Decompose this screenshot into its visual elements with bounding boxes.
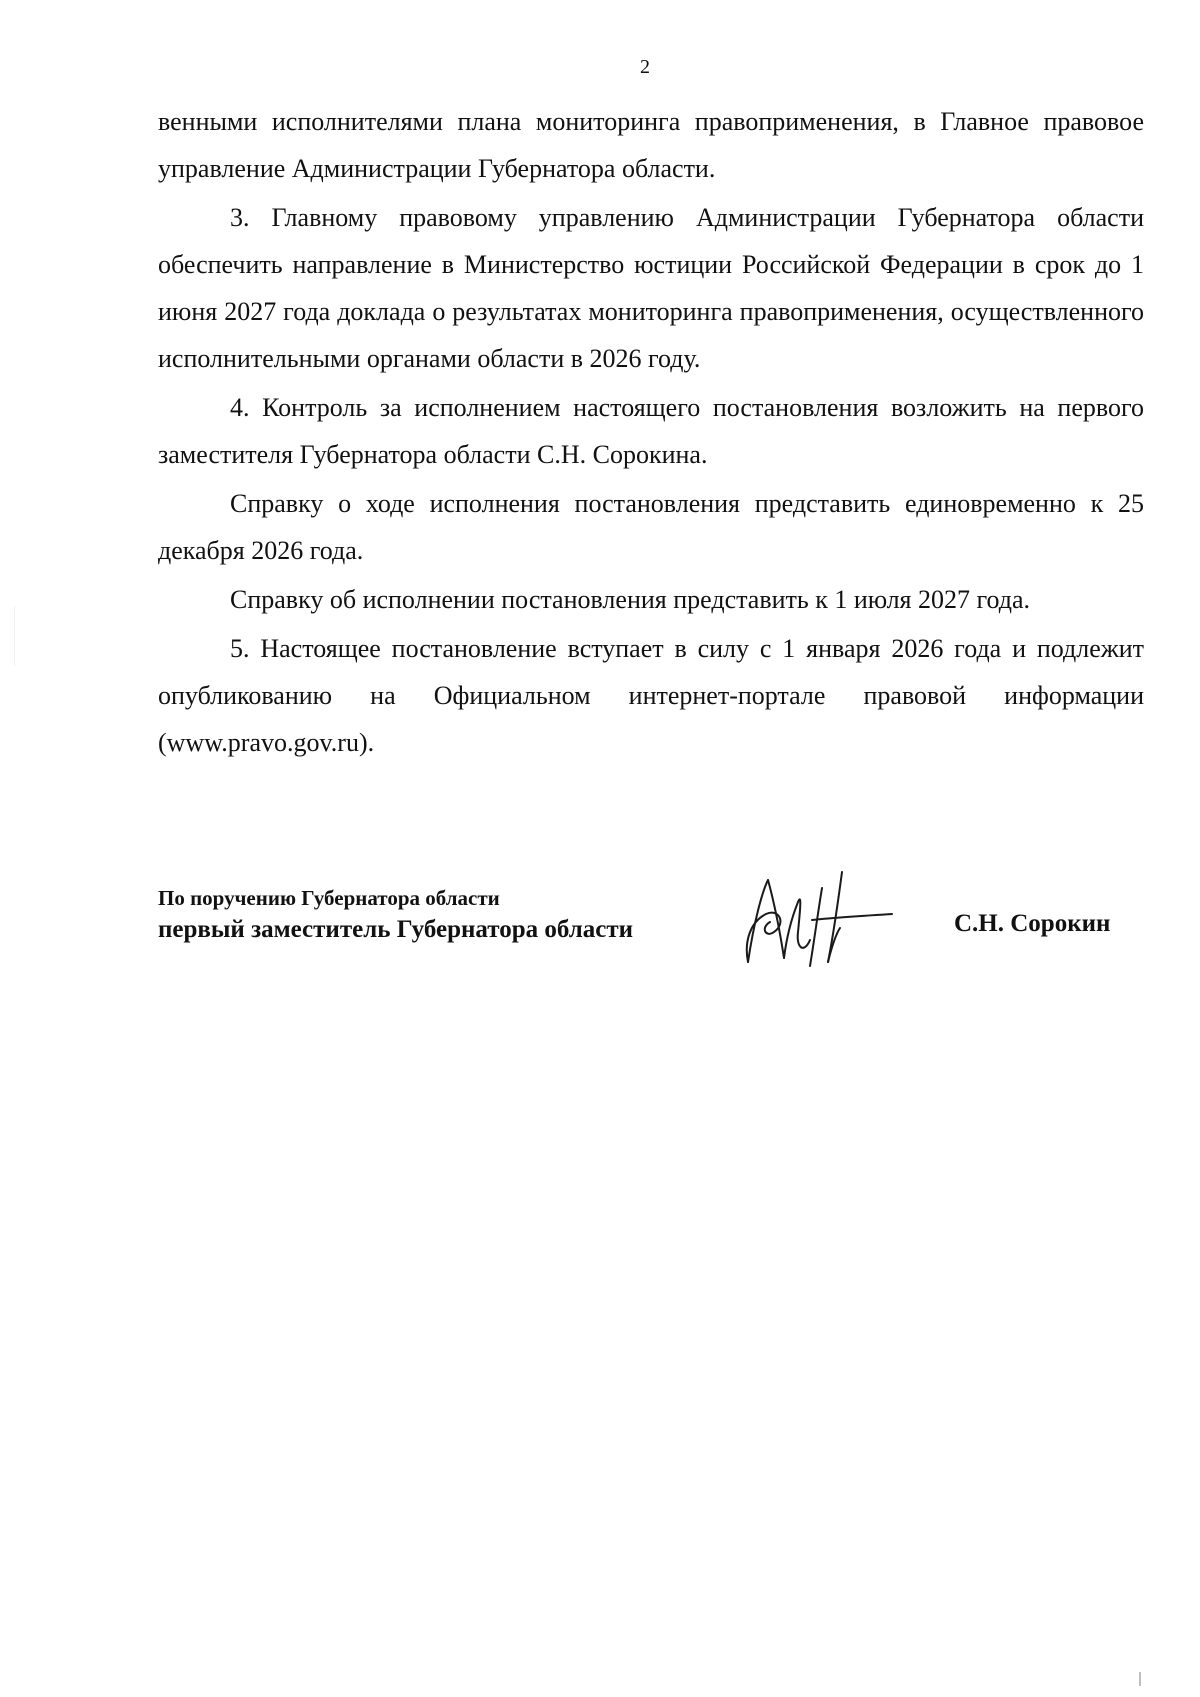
paragraph-item-5: 5. Настоящее постановление вступает в силу с 1 января 2026 года и подлежит опубликованию на Официальном интернет-портале правовой информации (www.pravo.gov.ru). bbox=[158, 634, 1144, 757]
paragraph-final-report: Справку об исполнении постановления представить к 1 июля 2027 года. bbox=[230, 585, 1031, 614]
paragraph-interim-report: Справку о ходе исполнения постановления представить единовременно к 25 декабря 2026 года. bbox=[158, 489, 1144, 565]
document-body bbox=[158, 98, 1144, 768]
paragraph-continuation: венными исполнителями плана мониторинга правоприменения, в Главное правовое управление Администрации Губернатора области. bbox=[158, 107, 1144, 183]
page-number: 2 bbox=[640, 56, 650, 78]
signatory-title bbox=[158, 883, 633, 947]
paragraph-item-4: 4. Контроль за исполнением настоящего постановления возложить на первого заместителя Губернатора области С.Н. Сорокина. bbox=[158, 393, 1144, 469]
signatory-authority-line: По поручению Губернатора области bbox=[158, 886, 500, 910]
signatory-position-line: первый заместитель Губернатора области bbox=[158, 916, 634, 943]
signatory-name: С.Н. Сорокин bbox=[954, 910, 1111, 937]
handwritten-signature-icon bbox=[740, 862, 900, 977]
paragraph-item-3: 3. Главному правовому управлению Администрации Губернатора области обеспечить направление в Министерство юстиции Российской Федерации в срок до 1 июня 2027 года доклада о результатах мониторинга правоприменения, осуществленного исполнительными органами области в 2026 году. bbox=[158, 203, 1144, 373]
scan-left-tick bbox=[14, 606, 15, 666]
scan-edge-mark bbox=[1139, 1672, 1141, 1686]
